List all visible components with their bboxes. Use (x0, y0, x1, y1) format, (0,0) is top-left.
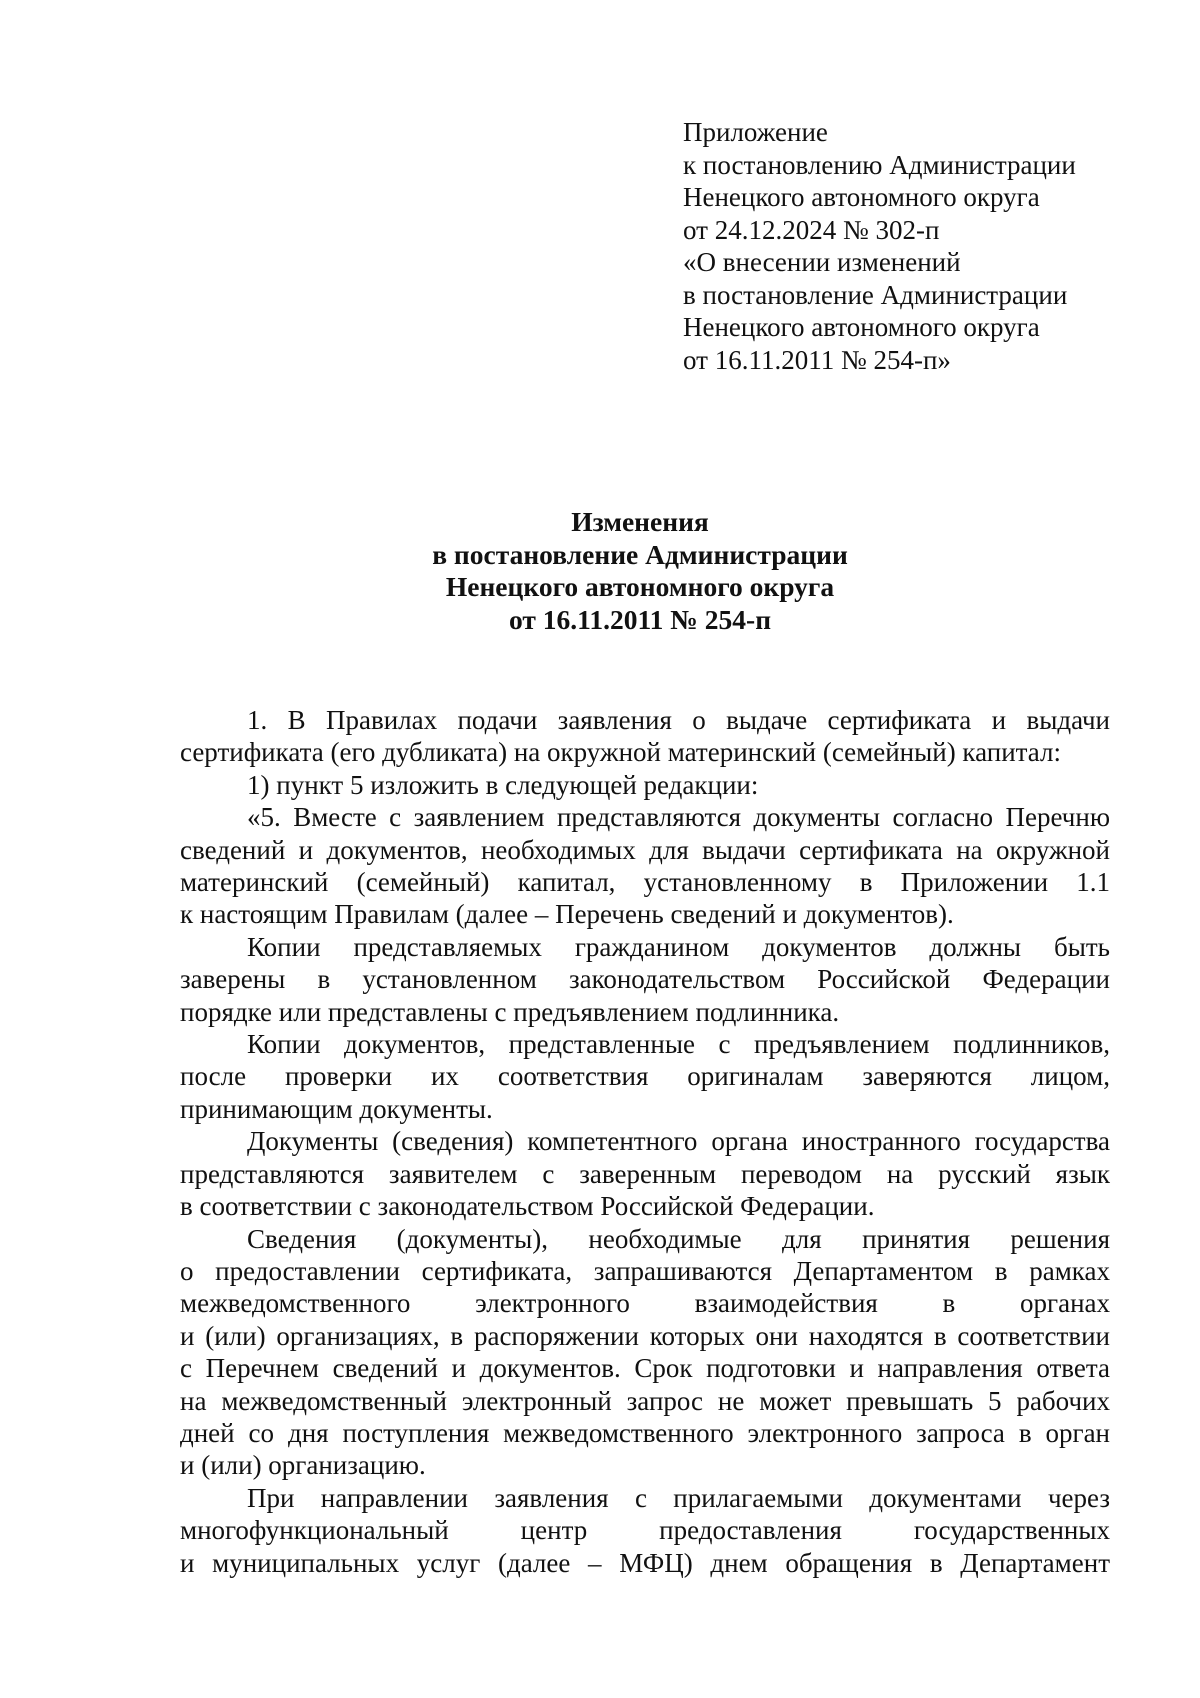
appendix-line: к постановлению Администрации (683, 149, 1076, 180)
title-line: в постановление Администрации (432, 538, 848, 570)
text-line: после проверки их соответствия оригиналам заверяются лицом, (180, 1061, 1110, 1092)
paragraph-8 (180, 1482, 1110, 1579)
text-line: Копии представляемых гражданином документов должны быть (247, 931, 1110, 962)
text-line: и (или) организацию. (180, 1450, 426, 1481)
text-line: Документы (сведения) компетентного органа иностранного государства (247, 1126, 1110, 1157)
text-line: порядке или представлены с предъявлением подлинника. (180, 996, 840, 1027)
text-line: заверены в установленном законодательством Российской Федерации (180, 964, 1110, 995)
text-line: и (или) организациях, в распоряжении которых они находятся в соответствии (180, 1320, 1110, 1351)
text-line: 1) пункт 5 изложить в следующей редакции: (247, 769, 759, 800)
appendix-line: от 24.12.2024 № 302-п (683, 214, 940, 245)
text-line: к настоящим Правилам (далее – Перечень сведений и документов). (180, 899, 954, 930)
text-line: многофункциональный центр предоставления государственных (180, 1515, 1110, 1546)
text-line: Копии документов, представленные с предъявлением подлинников, (247, 1029, 1110, 1060)
text-line: и муниципальных услуг (далее – МФЦ) днем обращения в Департамент (180, 1547, 1110, 1578)
paragraph-6 (180, 1125, 1110, 1222)
text-line: на межведомственный электронный запрос не может превышать 5 рабочих (180, 1385, 1110, 1416)
text-line: в соответствии с законодательством Российской Федерации. (180, 1191, 875, 1222)
paragraph-5 (180, 1028, 1110, 1125)
appendix-line: в постановление Администрации (683, 279, 1068, 310)
text-line: сведений и документов, необходимых для выдачи сертификата на окружной (180, 834, 1110, 865)
title-line: Ненецкого автономного округа (445, 571, 835, 602)
appendix-line: Ненецкого автономного округа (683, 182, 1040, 212)
appendix-line: Ненецкого автономного округа (683, 312, 1040, 342)
text-line: сертификата (его дубликата) на окружной материнский (семейный) капитал: (180, 737, 1061, 768)
appendix-line: Приложение (683, 117, 828, 147)
paragraph-7 (180, 1223, 1110, 1482)
text-line: принимающим документы. (180, 1093, 493, 1124)
paragraph-2 (180, 769, 1110, 801)
text-line: Сведения (документы), необходимые для принятия решения (247, 1223, 1110, 1254)
text-line: материнский (семейный) капитал, установленному в Приложении 1.1 (180, 867, 1110, 898)
paragraph-3 (180, 801, 1110, 931)
text-line: межведомственного электронного взаимодействия в органах (180, 1288, 1110, 1319)
text-line: При направлении заявления с прилагаемыми документами через (247, 1482, 1110, 1513)
text-line: о предоставлении сертификата, запрашиваются Департаментом в рамках (180, 1255, 1110, 1286)
text-line: дней со дня поступления межведомственного электронного запроса в орган (180, 1417, 1110, 1448)
paragraph-1 (180, 704, 1110, 769)
appendix-header (683, 116, 1153, 376)
text-line: с Перечнем сведений и документов. Срок подготовки и направления ответа (180, 1353, 1110, 1384)
text-line: «5. Вместе с заявлением представляются документы согласно Перечню (247, 802, 1110, 833)
paragraph-4 (180, 931, 1110, 1028)
title-line: Изменения (571, 506, 709, 537)
appendix-line: от 16.11.2011 № 254-п» (683, 344, 951, 375)
text-line: 1. В Правилах подачи заявления о выдаче сертификата и выдачи (247, 705, 1110, 735)
text-line: представляются заявителем с заверенным переводом на русский язык (180, 1158, 1110, 1189)
document-title (300, 506, 980, 636)
document-body (180, 704, 1110, 1579)
appendix-line: «О внесении изменений (683, 247, 961, 277)
title-line: от 16.11.2011 № 254-п (508, 603, 772, 635)
